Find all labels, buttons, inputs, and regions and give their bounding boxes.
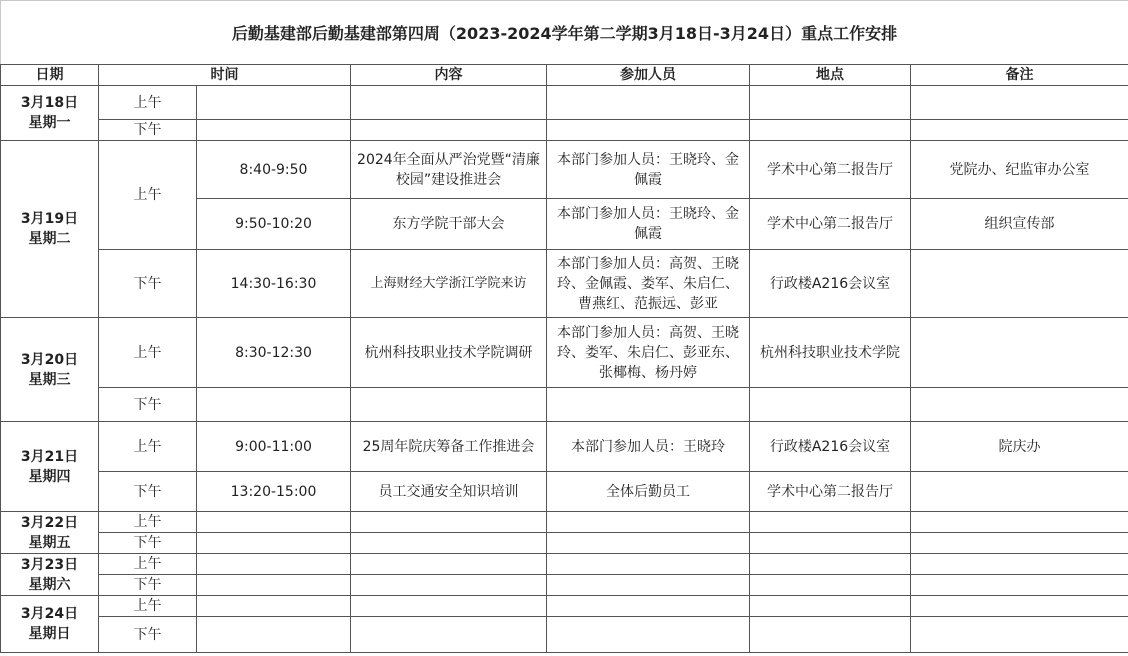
- period-cell: 下午: [99, 388, 197, 422]
- period-cell: 下午: [99, 575, 197, 596]
- participants-cell: 本部门参加人员：王晓玲: [547, 422, 750, 472]
- participants-cell: 本部门参加人员：高贺、王晓玲、金佩霞、娄军、朱启仁、曹燕红、范振远、彭亚: [547, 250, 750, 318]
- period-cell: 下午: [99, 120, 197, 141]
- time-cell: 14:30-16:30: [197, 250, 351, 318]
- content-cell: 员工交通安全知识培训: [351, 472, 547, 512]
- table-row: [1, 617, 1128, 653]
- location-cell: 学术中心第二报告厅: [750, 199, 911, 250]
- period-cell: 下午: [99, 617, 197, 653]
- table-row: [1, 86, 1128, 120]
- period-cell: 上午: [99, 422, 197, 472]
- table-row: [1, 533, 1128, 554]
- remarks-cell: [911, 250, 1128, 318]
- time-cell: 13:20-15:00: [197, 472, 351, 512]
- date-cell: 3月18日 星期一: [1, 86, 99, 141]
- participants-cell: 本部门参加人员：王晓玲、金佩霞: [547, 199, 750, 250]
- period-cell: 上午: [99, 141, 197, 250]
- remarks-cell: [911, 318, 1128, 388]
- content-cell: 上海财经大学浙江学院来访: [351, 250, 547, 318]
- location-cell: 学术中心第二报告厅: [750, 141, 911, 199]
- header-participants: 参加人员: [547, 65, 750, 86]
- header-date: 日期: [1, 65, 99, 86]
- time-cell: 8:30-12:30: [197, 318, 351, 388]
- header-row: [1, 65, 1128, 86]
- participants-cell: 本部门参加人员：高贺、王晓玲、娄军、朱启仁、彭亚东、张椰梅、杨丹婷: [547, 318, 750, 388]
- period-cell: 下午: [99, 472, 197, 512]
- table-row: [1, 512, 1128, 533]
- table-row: [1, 250, 1128, 318]
- date-cell: 3月23日 星期六: [1, 554, 99, 596]
- date-cell: 3月24日 星期日: [1, 596, 99, 653]
- period-cell: 上午: [99, 596, 197, 617]
- content-cell: 25周年院庆筹备工作推进会: [351, 422, 547, 472]
- period-cell: 下午: [99, 250, 197, 318]
- remarks-cell: 组织宣传部: [911, 199, 1128, 250]
- remarks-cell: 院庆办: [911, 422, 1128, 472]
- time-cell: 9:00-11:00: [197, 422, 351, 472]
- period-cell: 上午: [99, 512, 197, 533]
- period-cell: 上午: [99, 86, 197, 120]
- date-cell: 3月21日 星期四: [1, 422, 99, 512]
- participants-cell: 本部门参加人员：王晓玲、金佩霞: [547, 141, 750, 199]
- date-cell: 3月19日 星期二: [1, 141, 99, 318]
- table-row: [1, 388, 1128, 422]
- table-row: [1, 554, 1128, 575]
- date-cell: 3月20日 星期三: [1, 318, 99, 422]
- remarks-cell: [911, 472, 1128, 512]
- table-row: [1, 422, 1128, 472]
- table-row: [1, 596, 1128, 617]
- participants-cell: 全体后勤员工: [547, 472, 750, 512]
- header-time: 时间: [99, 65, 351, 86]
- content-cell: 2024年全面从严治党暨“清廉校园”建设推进会: [351, 141, 547, 199]
- date-cell: 3月22日 星期五: [1, 512, 99, 554]
- period-cell: 上午: [99, 554, 197, 575]
- header-location: 地点: [750, 65, 911, 86]
- table-row: [1, 575, 1128, 596]
- page-title: 后勤基建部后勤基建部第四周（2023-2024学年第二学期3月18日-3月24日）重点工作安排: [0, 0, 1128, 64]
- header-content: 内容: [351, 65, 547, 86]
- time-cell: 8:40-9:50: [197, 141, 351, 199]
- header-remarks: 备注: [911, 65, 1128, 86]
- content-cell: 杭州科技职业技术学院调研: [351, 318, 547, 388]
- location-cell: 行政楼A216会议室: [750, 422, 911, 472]
- remarks-cell: 党院办、纪监审办公室: [911, 141, 1128, 199]
- table-row: [1, 472, 1128, 512]
- location-cell: 杭州科技职业技术学院: [750, 318, 911, 388]
- location-cell: 学术中心第二报告厅: [750, 472, 911, 512]
- schedule-table: [0, 64, 1128, 653]
- table-row: [1, 318, 1128, 388]
- table-row: [1, 120, 1128, 141]
- content-cell: 东方学院干部大会: [351, 199, 547, 250]
- time-cell: 9:50-10:20: [197, 199, 351, 250]
- location-cell: 行政楼A216会议室: [750, 250, 911, 318]
- period-cell: 下午: [99, 533, 197, 554]
- period-cell: 上午: [99, 318, 197, 388]
- table-row: [1, 141, 1128, 199]
